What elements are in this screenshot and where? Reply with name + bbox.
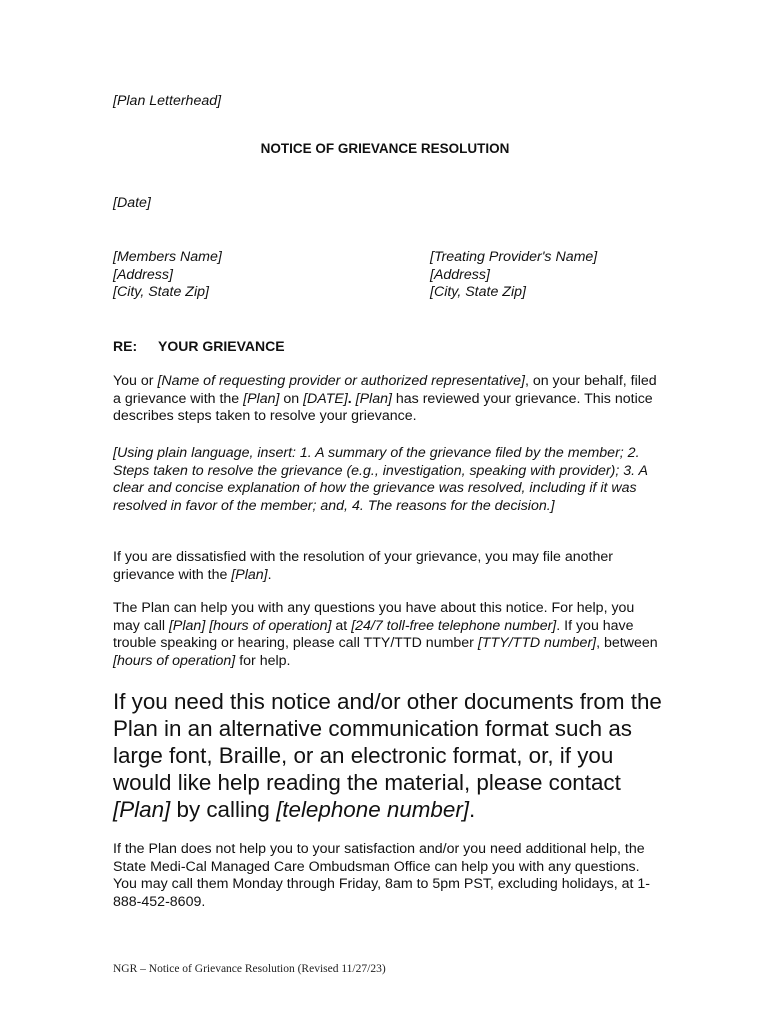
large-plan-placeholder: [Plan] (113, 797, 171, 822)
re-label: RE: (113, 338, 138, 354)
paragraph-help (113, 600, 663, 670)
p1-plan-placeholder-2: [Plan] (355, 390, 392, 407)
paragraph-grievance-filed (113, 373, 663, 426)
provider-address: [Address] (430, 266, 490, 283)
p1-text-3: on (279, 390, 304, 407)
page-footer: NGR – Notice of Grievance Resolution (Revised 11/27/23) (113, 963, 386, 975)
large-text-1: If you need this notice and/or other documents from the Plan in an alternative communication format such as large font, Braille, or an electronic format, or, if you would like help reading the material, please contact (113, 689, 662, 795)
re-line (113, 338, 285, 354)
p4-hours-placeholder: [hours of operation] (113, 652, 236, 669)
p4-text-3: . If you have trouble speaking or hearing, please call TTY/TTD number (113, 617, 634, 651)
re-subject: YOUR GRIEVANCE (158, 338, 285, 354)
page-title: NOTICE OF GRIEVANCE RESOLUTION (260, 141, 510, 156)
paragraph-ombudsman: If the Plan does not help you to your satisfaction and/or you need additional help, the State Medi-Cal Managed Care Ombudsman Office can help you with any questions. You may call them Monday through Friday, 8am to 5pm PST, excluding holidays, at 1-888-452-8609. (113, 841, 651, 910)
provider-address-block (430, 249, 597, 302)
p1-period: . (347, 390, 356, 407)
p4-text-5: for help. (235, 652, 291, 669)
p4-plan-hours-placeholder: [Plan] [hours of operation] (168, 617, 332, 634)
date-placeholder: [Date] (113, 195, 151, 211)
p1-text-1: You or (113, 373, 158, 389)
p4-text-4: , between (596, 635, 658, 651)
p4-tty-placeholder: [TTY/TTD number] (477, 635, 597, 651)
large-print-notice (113, 688, 673, 823)
plan-letterhead: [Plan Letterhead] (113, 93, 222, 109)
member-address-block (113, 249, 222, 302)
p1-date-placeholder: [DATE] (303, 390, 348, 407)
p1-plan-placeholder: [Plan] (243, 390, 280, 407)
paragraph-dissatisfied (113, 549, 663, 584)
p1-representative-placeholder: [Name of requesting provider or authorized representative] (157, 373, 525, 389)
p1-text-2: , on your behalf, filed a grievance with the (113, 373, 657, 407)
p3-text-1: If you are dissatisfied with the resolution of your grievance, you may file another grievance with the (113, 549, 613, 583)
p4-text-2: at (331, 617, 352, 634)
p3-text-2: . (267, 566, 272, 583)
member-address: [Address] (113, 266, 173, 283)
large-phone-placeholder: [telephone number] (276, 797, 470, 822)
member-city-state-zip: [City, State Zip] (113, 284, 209, 300)
provider-name: [Treating Provider's Name] (430, 249, 598, 265)
large-text-3: . (469, 797, 476, 822)
provider-city-state-zip: [City, State Zip] (430, 284, 526, 300)
p4-text-1: The Plan can help you with any questions you have about this notice. For help, you may call (113, 600, 635, 634)
large-text-2: by calling (170, 797, 277, 822)
p3-plan-placeholder: [Plan] (231, 566, 268, 583)
member-name: [Members Name] (113, 249, 222, 265)
p1-text-4: has reviewed your grievance. This notice describes steps taken to resolve your grievance. (113, 390, 653, 424)
paragraph-instructions: [Using plain language, insert: 1. A summary of the grievance filed by the member; 2. Steps taken to resolve the grievance (e.g., investigation, speaking with provider); 3. A clear and concise explanation of how the grievance was resolved, including if it was resolved in favor of the member; and, 4. The reasons for the decision.] (113, 445, 648, 514)
p4-phone-placeholder: [24/7 toll-free telephone number] (351, 617, 557, 634)
